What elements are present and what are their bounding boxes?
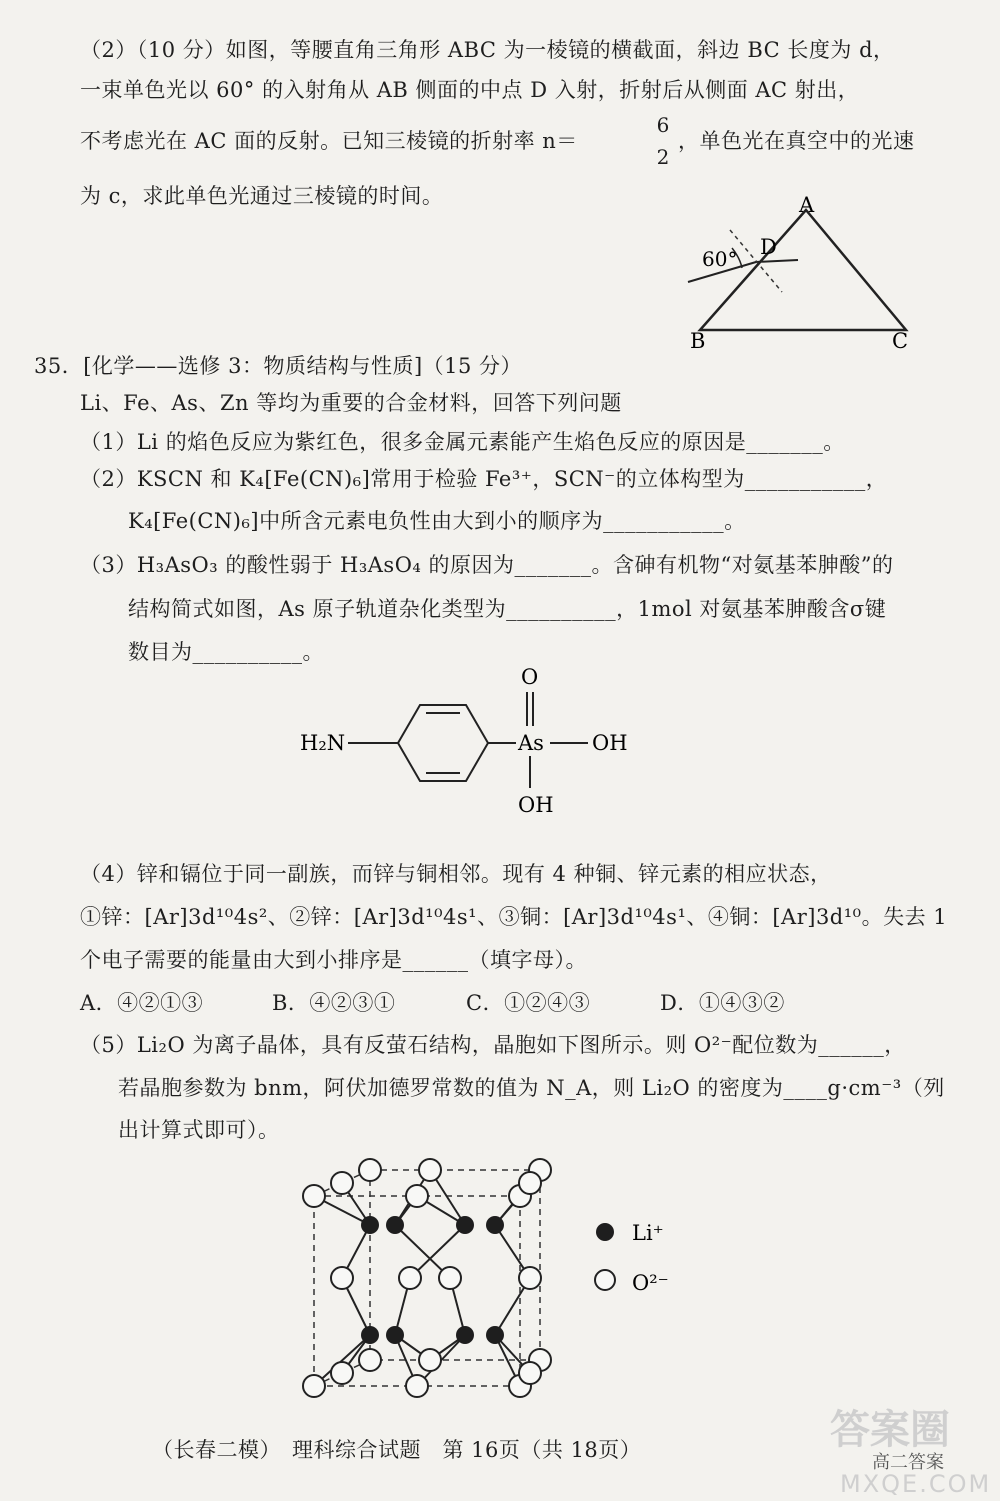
q35-part-3c: 数目为__________。	[128, 640, 324, 664]
option-a: A．④②①③	[80, 991, 204, 1015]
q35-part-4c: 个电子需要的能量由大到小排序是______（填字母）。	[80, 948, 587, 972]
crystal-legend	[590, 1210, 690, 1310]
q35-header: 35．[化学——选修 3：物质结构与性质]（15 分）	[34, 354, 523, 378]
q35-part-4b: ①锌：[Ar]3d¹⁰4s²、②锌：[Ar]3d¹⁰4s¹、③铜：[Ar]3d¹⁰4s¹、④铜：[Ar]3d¹⁰。失去 1	[80, 905, 948, 929]
label-d: D	[760, 235, 777, 259]
label-b: B	[690, 329, 706, 353]
label-a: A	[799, 193, 815, 217]
q34-line-3a: 不考虑光在 AC 面的反射。已知三棱镜的折射率 n＝	[80, 129, 578, 153]
fraction-numerator: 6	[656, 113, 670, 137]
q35-part-2a: （2）KSCN 和 K₄[Fe(CN)₆]常用于检验 Fe³⁺，SCN⁻的立体构型为___________，	[80, 467, 888, 491]
mol-oh-right: OH	[592, 731, 628, 755]
label-angle: 60°	[702, 247, 738, 271]
prism-figure	[670, 190, 930, 360]
q35-part-5c: 出计算式即可）。	[118, 1118, 280, 1142]
mol-h2n: H₂N	[300, 731, 346, 755]
crystal-cell	[290, 1150, 570, 1400]
label-c: C	[892, 329, 909, 353]
option-b: B．④②③①	[272, 991, 396, 1015]
q34-line-1: （2）（10 分）如图，等腰直角三角形 ABC 为一棱镜的横截面，斜边 BC 长度为 d，	[80, 38, 895, 62]
q35-part-1: （1）Li 的焰色反应为紫红色，很多金属元素能产生焰色反应的原因是_______。	[80, 430, 845, 454]
q34-line-3b: ，单色光在真空中的光速	[678, 129, 915, 153]
li-dot-icon	[596, 1223, 614, 1241]
mol-as: As	[518, 731, 544, 755]
q35-part-4a: （4）锌和镉位于同一副族，而锌与铜相邻。现有 4 种铜、锌元素的相应状态，	[80, 862, 832, 886]
page-footer: （长春二模） 理科综合试题 第 16页（共 18页）	[152, 1438, 642, 1462]
fraction-denominator: 2	[656, 145, 670, 169]
q35-part-5a: （5）Li₂O 为离子晶体，具有反萤石结构，晶胞如下图所示。则 O²⁻配位数为______，	[80, 1033, 906, 1057]
watermark-logo: 答案圈	[830, 1407, 950, 1453]
q34-line-4: 为 c，求此单色光通过三棱镜的时间。	[80, 184, 444, 208]
benzene-ring	[398, 705, 488, 781]
watermark-site: MXQE.COM	[840, 1470, 992, 1498]
legend-li: Li⁺	[632, 1221, 664, 1245]
legend-o: O²⁻	[632, 1271, 669, 1295]
o-circle-icon	[595, 1270, 615, 1290]
option-c: C．①②④③	[466, 991, 591, 1015]
q34-line-2: 一束单色光以 60° 的入射角从 AB 侧面的中点 D 入射，折射后从侧面 AC 射出，	[80, 78, 860, 102]
watermark-tag: 高二答案	[872, 1452, 944, 1473]
q35-intro: Li、Fe、As、Zn 等均为重要的合金材料，回答下列问题	[80, 391, 622, 415]
q35-part-2b: K₄[Fe(CN)₆]中所含元素电负性由大到小的顺序为___________。	[128, 509, 746, 533]
molecule-structure	[290, 660, 650, 830]
mol-o: O	[521, 665, 539, 689]
q35-part-3a: （3）H₃AsO₃ 的酸性弱于 H₃AsO₄ 的原因为_______。含砷有机物“对氨基苯胂酸”的	[80, 553, 894, 577]
q35-part-5b: 若晶胞参数为 bnm，阿伏加德罗常数的值为 N_A，则 Li₂O 的密度为____g·cm⁻³（列	[118, 1076, 945, 1100]
mol-oh-bottom: OH	[518, 793, 554, 817]
option-d: D．①④③②	[660, 991, 785, 1015]
q35-part-3b: 结构简式如图，As 原子轨道杂化类型为__________，1mol 对氨基苯胂酸含σ键	[128, 597, 887, 621]
